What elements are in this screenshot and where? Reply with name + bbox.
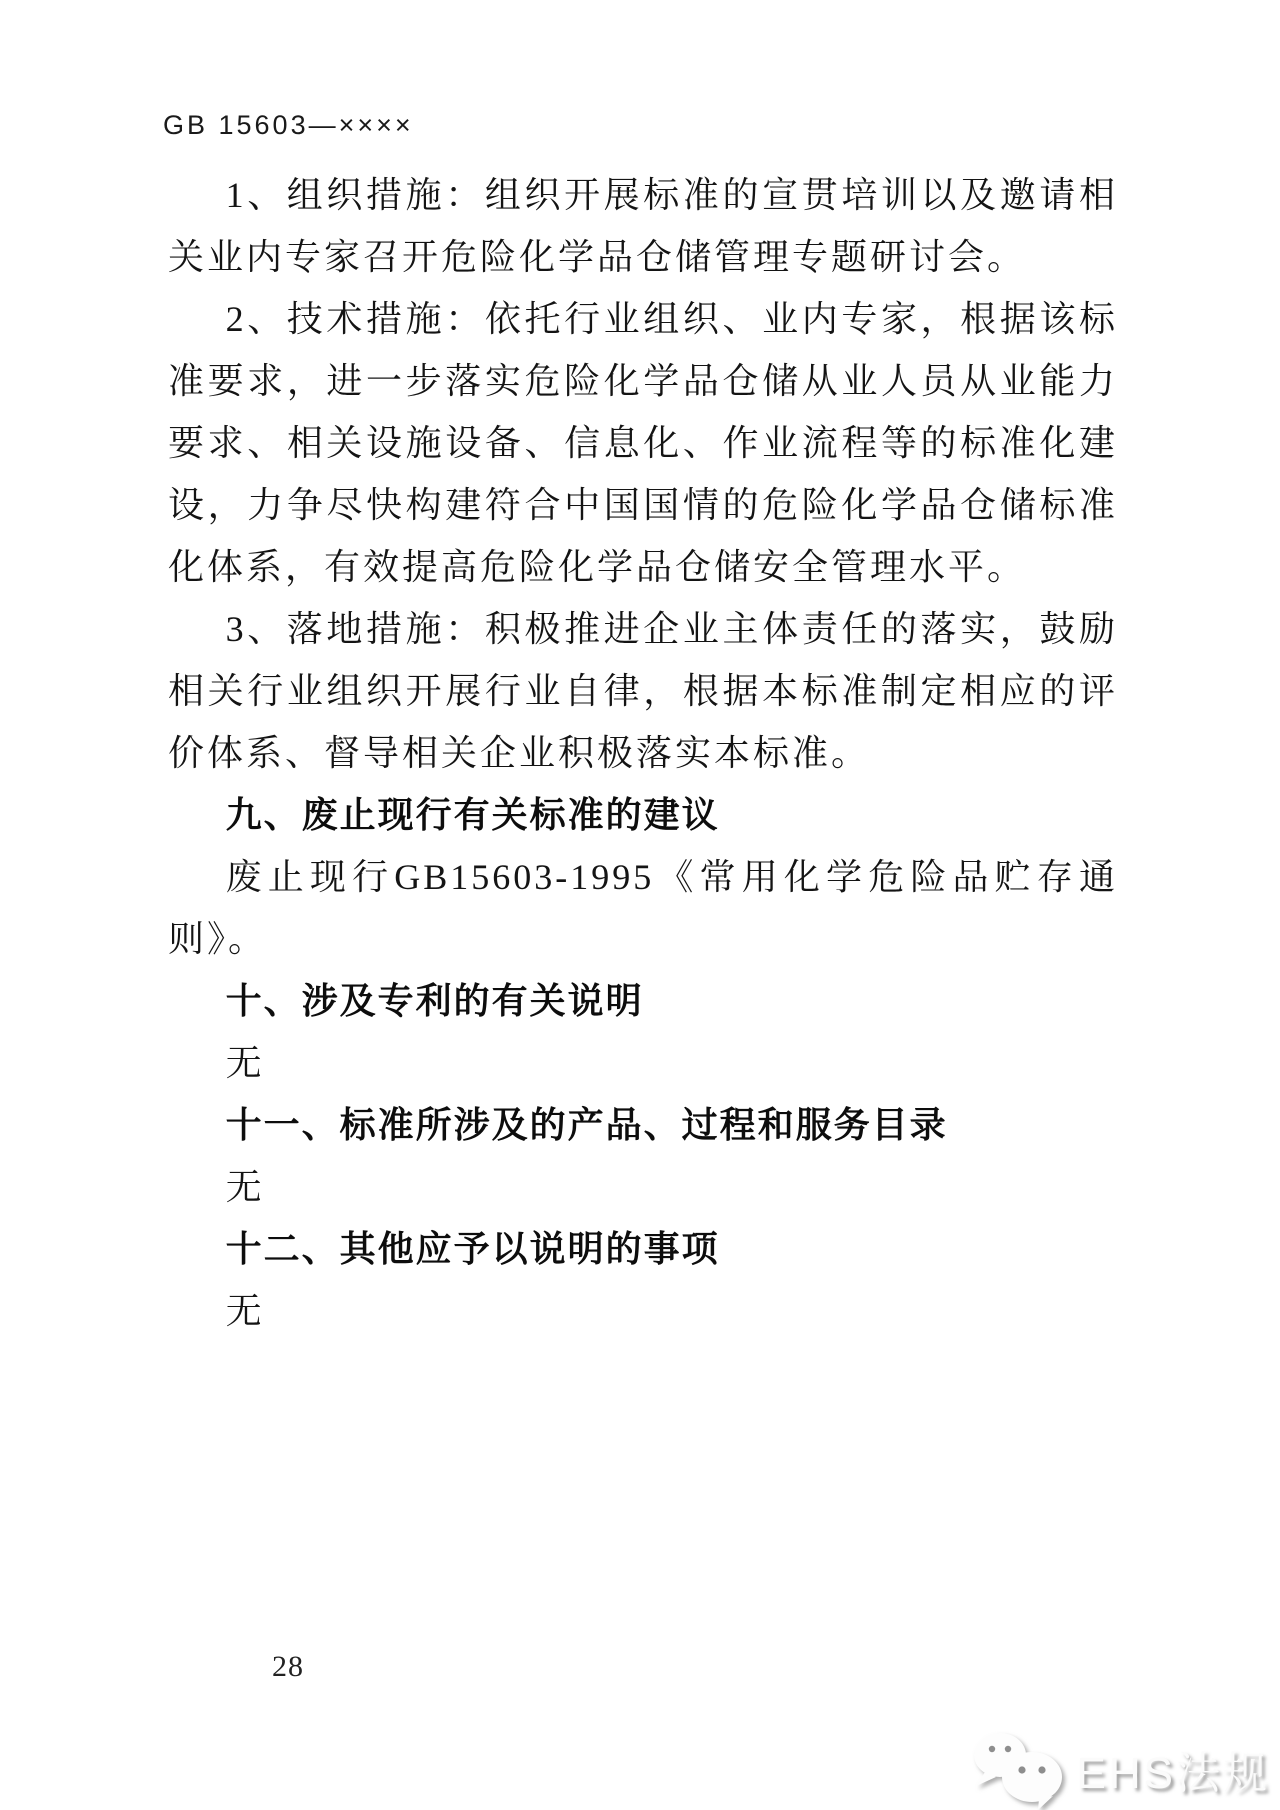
page-number: 28 bbox=[272, 1650, 304, 1683]
paragraph-implementation-measures: 3、落地措施：积极推进企业主体责任的落实，鼓励相关行业组织开展行业自律，根据本标准制定相应的评价体系、督导相关企业积极落实本标准。 bbox=[168, 609, 1118, 773]
paragraph-abolish-standard: 废止现行GB15603-1995《常用化学危险品贮存通则》。 bbox=[168, 857, 1118, 959]
section-heading-9: 九、废止现行有关标准的建议 bbox=[225, 794, 720, 835]
document-body bbox=[168, 164, 1118, 1342]
paragraph-technical-measures: 2、技术措施：依托行业组织、业内专家，根据该标准要求，进一步落实危险化学品仓储从业人员从业能力要求、相关设施设备、信息化、作业流程等的标准化建设，力争尽快构建符合中国国情的危险化学品仓储标准化体系，有效提高危险化学品仓储安全管理水平。 bbox=[168, 299, 1118, 587]
paragraph-none-3: 无 bbox=[225, 1291, 265, 1331]
paragraph-organizational-measures: 1、组织措施：组织开展标准的宣贯培训以及邀请相关业内专家召开危险化学品仓储管理专题研讨会。 bbox=[168, 175, 1118, 277]
watermark-label: EHS法规 bbox=[1076, 1749, 1270, 1798]
section-heading-11: 十一、标准所涉及的产品、过程和服务目录 bbox=[225, 1104, 948, 1145]
running-header: GB 15603—×××× bbox=[163, 110, 414, 140]
watermark bbox=[969, 1728, 1270, 1810]
paragraph-none-2: 无 bbox=[225, 1167, 265, 1207]
paragraph-none-1: 无 bbox=[225, 1043, 265, 1083]
section-heading-10: 十、涉及专利的有关说明 bbox=[225, 980, 644, 1021]
wechat-icon bbox=[969, 1728, 1069, 1810]
section-heading-12: 十二、其他应予以说明的事项 bbox=[225, 1228, 720, 1269]
